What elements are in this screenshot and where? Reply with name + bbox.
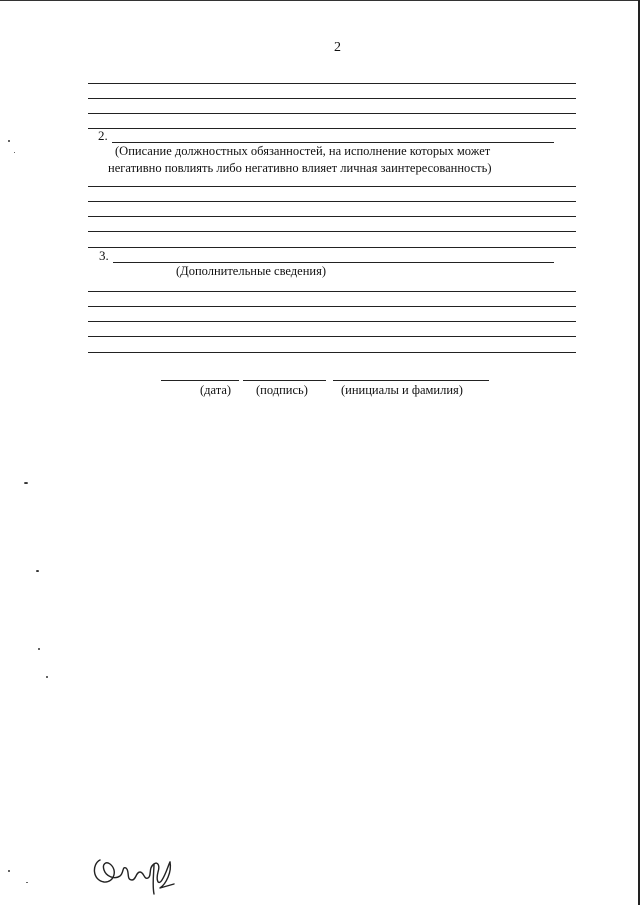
blank-line (88, 321, 576, 322)
blank-line (88, 201, 576, 202)
scan-speck (8, 140, 10, 142)
item-3-number: 3. (99, 248, 109, 263)
item-2-caption-line-1: (Описание должностных обязанностей, на исполнение которых может (115, 144, 491, 158)
blank-line (88, 98, 576, 99)
name-line (333, 380, 489, 381)
date-line (161, 380, 239, 381)
item-2-caption-line-2: негативно повлиять либо негативно влияет личная заинтересованность) (108, 161, 492, 175)
blank-line (88, 291, 576, 292)
scan-speck (36, 570, 39, 572)
scan-speck (26, 882, 28, 883)
scan-speck (46, 676, 48, 678)
scan-speck (38, 648, 40, 650)
blank-line (88, 113, 576, 114)
blank-line (88, 128, 576, 129)
blank-line (88, 216, 576, 217)
scan-speck (24, 482, 28, 484)
blank-line (88, 352, 576, 353)
blank-line (88, 336, 576, 337)
page-number: 2 (334, 40, 341, 55)
blank-line (88, 306, 576, 307)
page-top-border (0, 0, 640, 1)
signature-label: (подпись) (256, 383, 308, 397)
handwritten-signature (88, 850, 188, 903)
blank-line (88, 83, 576, 84)
item-3-caption: (Дополнительные сведения) (176, 264, 326, 278)
name-label: (инициалы и фамилия) (341, 383, 463, 397)
scan-speck (8, 870, 10, 872)
blank-line (88, 247, 576, 248)
scan-speck (14, 152, 15, 153)
date-label: (дата) (200, 383, 232, 397)
signature-line (243, 380, 326, 381)
item-2-number: 2. (98, 128, 108, 143)
blank-line (88, 231, 576, 232)
blank-line (88, 186, 576, 187)
